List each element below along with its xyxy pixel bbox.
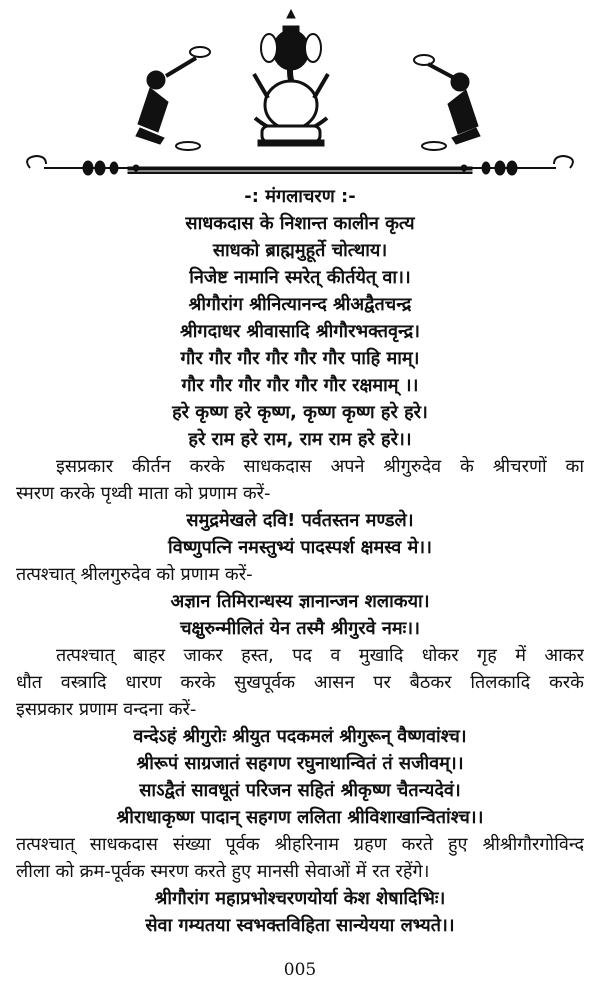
header-illustration: [0, 0, 600, 185]
verse-line: श्रीराधाकृष्ण पादान् सहगण ललिता श्रीविशाखान्वितांश्च।।: [116, 807, 484, 828]
verse-line: गौर गौर गौर गौर गौर गौर पाहि माम्।: [180, 348, 420, 369]
verse-line: निजेष्ट नामानि स्मरेत् कीर्तयेत् वा।।: [189, 267, 411, 288]
paragraph-line: तत्पश्चात् श्रीलगुरुदेव को प्रणाम करें-: [16, 564, 253, 585]
verse-line: विष्णुपत्नि नमस्तुभ्यं पादस्पर्श क्षमस्व मे।।: [168, 537, 432, 558]
text-body: [16, 183, 584, 939]
verse-line: श्रीगौरांग श्रीनित्यानन्द श्रीअद्वैतचन्द्र: [188, 294, 412, 315]
verse-line: चक्षुरुन्मीलितं येन तस्मै श्रीगुरवे नमः।।: [180, 618, 420, 639]
verse-line: साधको ब्राह्ममुहूर्ते चोत्थाय।: [212, 240, 388, 261]
verse-line: श्रीगौरांग महाप्रभोश्चरणयोर्या केश शेषादिभिः।: [154, 888, 446, 909]
paragraph-line: इसप्रकार कीर्तन करके साधकदास अपने श्रीगुरुदेव के श्रीचरणों का: [56, 456, 584, 477]
paragraph-line: इसप्रकार प्रणाम वन्दना करें-: [16, 699, 197, 720]
verse-line: श्रीरूपं साग्रजातं सहगण रघुनाथान्वितं तं सजीवम्।।: [136, 753, 464, 774]
verse-line: गौर गौर गौर गौर गौर गौर रक्षमाम् ।।: [181, 375, 419, 396]
paragraph-line: तत्पश्चात् साधकदास संख्या पूर्वक श्रीहरिनाम ग्रहण करते हुए श्रीश्रीगौरगोविन्द: [16, 834, 584, 855]
verse-line: अज्ञान तिमिरान्धस्य ज्ञानान्जन शलाकया।: [170, 591, 430, 612]
verse-line: समुद्रमेखले दवि! पर्वतस्तन मण्डले।: [186, 510, 414, 531]
devotee-right-icon: [414, 55, 480, 150]
paragraph-line: धौत वस्त्रादि धारण करके सुखपूर्वक आसन पर बैठकर तिलकादि करके: [16, 672, 584, 693]
verse-line: श्रीगदाधर श्रीवासादि श्रीगौरभक्तवृन्द्र।: [180, 321, 420, 342]
verse-line: हरे कृष्ण हरे कृष्ण, कृष्ण कृष्ण हरे हरे।: [172, 402, 428, 423]
verse-line: साऽद्वैतं सावधूतं परिजन सहितं श्रीकृष्ण चैतन्यदेवं।: [139, 780, 461, 801]
verse-line: सेवा गम्यतया स्वभक्तविहिता सान्येयया लभ्यते।।: [145, 915, 455, 936]
paragraph-line: स्मरण करके पृथ्वी माता को प्रणाम करें-: [16, 483, 271, 504]
paragraph-line: लीला को क्रम-पूर्वक स्मरण करते हुए मानसी सेवाओं में रत रहेंगे।: [16, 861, 430, 882]
section-subheading: साधकदास के निशान्त कालीन कृत्य: [185, 213, 415, 234]
verse-line: हरे राम हरे राम, राम राम हरे हरे।।: [188, 429, 412, 450]
verse-line: वन्देऽहं श्रीगुरोः श्रीयुत पदकमलं श्रीगुरून् वैष्णवांश्च।: [133, 726, 467, 747]
devotee-left-icon: [136, 47, 210, 150]
section-heading: -: मंगलाचरण :-: [244, 186, 356, 207]
page-number: 005: [283, 960, 317, 980]
ornamental-divider: [27, 156, 573, 175]
deity-icon: [254, 10, 328, 146]
paragraph-line: तत्पश्चात् बाहर जाकर हस्त, पद व मुखादि धोकर गृह में आकर: [56, 645, 584, 666]
